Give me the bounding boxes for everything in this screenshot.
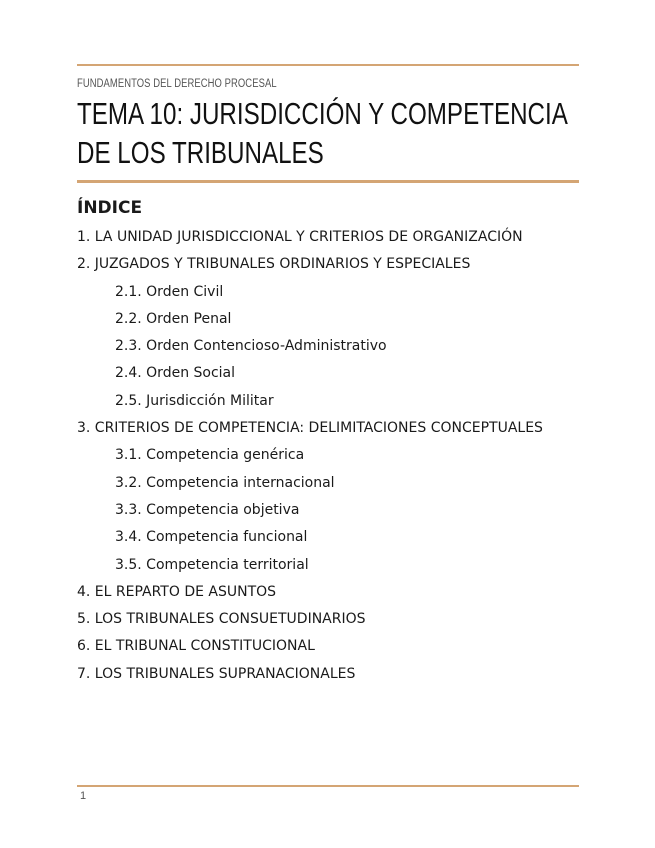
toc-item: 4. EL REPARTO DE ASUNTOS	[77, 583, 277, 600]
toc-subitem: 3.2. Competencia internacional	[115, 474, 335, 491]
document-title: TEMA 10: JURISDICCIÓN Y COMPETENCIA DE LOS TRIBUNALES	[77, 96, 567, 170]
toc-item: 6. EL TRIBUNAL CONSTITUCIONAL	[77, 638, 315, 655]
header-top-rule	[77, 64, 579, 66]
toc-subitem: 3.4. Competencia funcional	[115, 529, 308, 546]
toc-subitem: 3.1. Competencia genérica	[115, 447, 305, 464]
toc-subitem: 2.5. Jurisdicción Militar	[115, 392, 274, 409]
toc-subitem: 3.3. Competencia objetiva	[115, 501, 300, 518]
toc-item: 5. LOS TRIBUNALES CONSUETUDINARIOS	[77, 611, 366, 628]
toc-item: 7. LOS TRIBUNALES SUPRANACIONALES	[77, 665, 356, 682]
toc-item: 2. JUZGADOS Y TRIBUNALES ORDINARIOS Y ESPECIALES	[77, 256, 471, 273]
table-of-contents	[77, 224, 597, 688]
subject-header: FUNDAMENTOS DEL DERECHO PROCESAL	[77, 78, 277, 90]
toc-subitem: 2.2. Orden Penal	[115, 310, 232, 327]
toc-subitem: 3.5. Competencia territorial	[115, 556, 309, 573]
index-heading: ÍNDICE	[77, 198, 143, 218]
footer-rule	[77, 785, 579, 787]
toc-subitem: 2.4. Orden Social	[115, 365, 236, 382]
toc-subitem: 2.3. Orden Contencioso-Administrativo	[115, 338, 387, 355]
title-bottom-rule	[77, 180, 579, 183]
page-number: 1	[80, 790, 87, 802]
toc-item: 1. LA UNIDAD JURISDICCIONAL Y CRITERIOS DE ORGANIZACIÓN	[77, 229, 523, 245]
toc-item: 3. CRITERIOS DE COMPETENCIA: DELIMITACIONES CONCEPTUALES	[77, 420, 543, 437]
toc-subitem: 2.1. Orden Civil	[115, 283, 224, 300]
